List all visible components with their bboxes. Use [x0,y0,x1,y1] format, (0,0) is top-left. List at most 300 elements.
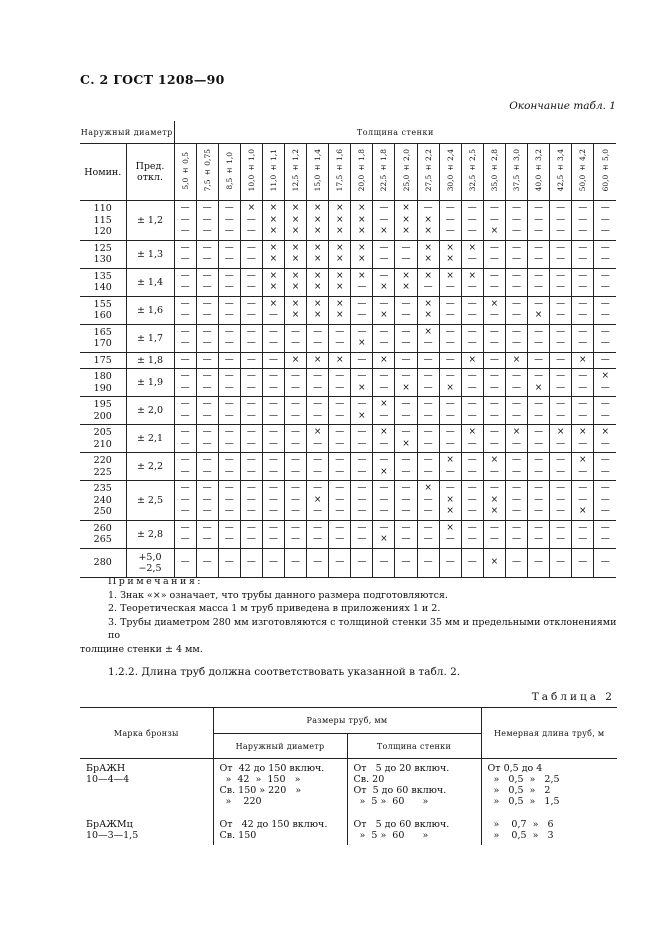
unavailable-dash: — [445,310,455,320]
unavailable-dash: — [379,298,389,309]
mark-cell [483,397,505,425]
available-mark: × [468,354,477,365]
mark-cell [439,453,461,481]
thickness-column-label: 22,5 ± 1,8 [379,149,389,192]
thickness-column-label: 50,0 ± 4,2 [578,149,588,192]
mark-cell [505,453,527,481]
unavailable-dash: — [180,522,190,533]
unavailable-dash: — [489,242,499,253]
available-mark: × [424,310,432,320]
mark-cell [174,201,196,241]
mark-cell [594,520,616,548]
available-mark: × [446,494,454,505]
mark-cell [284,296,306,324]
deviation-value: ± 1,4 [136,276,164,288]
unavailable-dash: — [313,506,323,516]
unavailable-dash: — [180,371,190,381]
unavailable-dash: — [511,270,521,281]
unavailable-dash: — [489,371,499,381]
available-mark: × [446,242,454,253]
unavailable-dash: — [423,371,433,381]
unavailable-dash: — [357,310,367,320]
mark-cell [417,425,439,453]
mark-cell [262,453,284,481]
mark-cell [307,548,329,577]
thickness-column-header [439,144,461,201]
available-mark: × [601,371,609,381]
unavailable-dash: — [379,382,389,393]
unavailable-dash: — [202,282,212,292]
available-mark: × [335,242,344,253]
unavailable-dash: — [489,382,499,393]
unavailable-dash: — [180,270,190,281]
mark-cell [550,352,572,369]
available-mark: × [313,203,322,213]
unavailable-dash: — [224,354,234,365]
unavailable-dash: — [489,483,499,493]
thickness-column-label: 17,5 ± 1,6 [335,149,345,192]
mark-cell [505,520,527,548]
mark-cell [284,397,306,425]
thickness-column-label: 25,0 ± 2,0 [401,149,411,192]
diameter-group-row [80,425,616,453]
nominal-value: 155 [93,298,112,310]
thickness-column-header [351,144,373,201]
unavailable-dash: — [534,354,544,365]
unavailable-dash: — [291,326,301,337]
unavailable-dash: — [467,214,477,225]
mark-cell [196,296,218,324]
unavailable-dash: — [357,326,367,337]
mark-cell [439,481,461,521]
unavailable-dash: — [313,455,323,465]
notes-title: Примечания: [108,576,204,587]
diameter-group-row [80,296,616,324]
mark-cell [594,369,616,397]
available-mark: × [269,242,278,253]
nominal-value: 190 [93,382,112,394]
mark-cell [594,397,616,425]
unavailable-dash: — [313,338,323,348]
available-mark: × [446,270,454,281]
mark-cell [373,268,395,296]
unavailable-dash: — [423,506,433,516]
unavailable-dash: — [489,466,499,477]
unavailable-dash: — [489,338,499,348]
unavailable-dash: — [578,203,588,213]
available-mark: × [358,254,366,264]
mark-cell [594,240,616,268]
unavailable-dash: — [534,371,544,381]
unavailable-dash: — [578,438,588,449]
mark-cell [351,201,373,241]
mark-cell [240,369,262,397]
mark-cell [483,201,505,241]
mark-cell [528,520,550,548]
unavailable-dash: — [202,310,212,320]
unavailable-dash: — [600,282,610,292]
mark-cell [572,201,594,241]
nominal-cell [80,520,126,548]
unavailable-dash: — [423,438,433,449]
available-mark: × [490,556,499,567]
available-mark: × [380,354,388,365]
unavailable-dash: — [600,556,610,567]
unavailable-dash: — [511,466,521,477]
diameter-group-row [80,240,616,268]
mark-cell [351,481,373,521]
mark-cell [550,369,572,397]
mark-cell [461,481,483,521]
unavailable-dash: — [379,214,389,225]
mark-cell [505,352,527,369]
mark-cell [196,397,218,425]
unavailable-dash: — [180,242,190,253]
mark-cell [329,425,351,453]
mark-cell [307,520,329,548]
mark-cell [550,453,572,481]
mark-cell [196,352,218,369]
thickness-column-header [550,144,572,201]
unavailable-dash: — [489,203,499,213]
deviation-value: ± 2,2 [136,461,164,472]
available-mark: × [490,455,499,465]
available-mark: × [380,399,388,409]
unavailable-dash: — [600,382,610,393]
unavailable-dash: — [578,522,588,533]
unavailable-dash: — [268,466,278,477]
thickness-column-header [174,144,196,201]
mark-cell [329,201,351,241]
available-mark: × [402,382,410,393]
unavailable-dash: — [511,310,521,320]
thickness-column-label: 42,5 ± 3,4 [556,149,566,192]
mark-cell [505,481,527,521]
unavailable-dash: — [578,399,588,409]
mark-cell [307,268,329,296]
unavailable-dash: — [246,338,256,348]
unavailable-dash: — [578,214,588,225]
available-mark: × [490,298,499,309]
available-mark: × [358,226,366,236]
mark-cell [351,548,373,577]
mark-cell [373,481,395,521]
unavailable-dash: — [224,427,234,437]
unavailable-dash: — [423,203,433,213]
unavailable-dash: — [467,282,477,292]
mark-cell [262,201,284,241]
thickness-column-label: 35,0 ± 2,8 [489,149,499,192]
available-mark: × [269,254,278,264]
mark-cell [439,369,461,397]
unavailable-dash: — [578,310,588,320]
available-mark: × [578,455,587,465]
unavailable-dash: — [467,534,477,544]
unavailable-dash: — [600,494,610,505]
unavailable-dash: — [534,410,544,421]
mark-cell [329,520,351,548]
unavailable-dash: — [600,506,610,516]
note-3: 3. Трубы диаметром 280 мм изготовляются с толщиной стенки 35 мм и предельными отклонениями по [108,616,617,641]
unavailable-dash: — [467,338,477,348]
unavailable-dash: — [357,427,367,437]
deviation-cell [126,352,174,369]
unavailable-dash: — [556,494,566,505]
unavailable-dash: — [224,310,234,320]
unavailable-dash: — [489,310,499,320]
deviation-value: ± 1,9 [136,377,164,388]
unavailable-dash: — [224,483,234,493]
mark-cell [594,296,616,324]
unavailable-dash: — [401,242,411,253]
available-mark: × [291,282,300,292]
unavailable-dash: — [511,214,521,225]
unavailable-dash: — [511,282,521,292]
deviation-cell [126,201,174,241]
mark-cell [218,453,240,481]
mark-cell [395,453,417,481]
available-mark: × [291,203,300,213]
thickness-column-header [483,144,505,201]
available-mark: × [578,506,587,516]
mark-cell [284,520,306,548]
unavailable-dash: — [246,494,256,505]
unavailable-dash: — [202,455,212,465]
unavailable-dash: — [357,455,367,465]
mark-cell [307,481,329,521]
thickness-column-label: 20,0 ± 1,8 [357,149,367,192]
mark-cell [196,240,218,268]
available-mark: × [424,214,432,225]
mark-cell [528,369,550,397]
mark-cell [550,201,572,241]
mark-cell [284,240,306,268]
available-mark: × [446,455,454,465]
unavailable-dash: — [401,522,411,533]
mark-cell [572,520,594,548]
mark-cell [417,201,439,241]
unavailable-dash: — [246,506,256,516]
available-mark: × [424,270,432,281]
unavailable-dash: — [467,466,477,477]
unavailable-dash: — [246,270,256,281]
unavailable-dash: — [445,371,455,381]
mark-cell [572,268,594,296]
mark-cell [262,481,284,521]
thickness-column-label: 60,0 ± 5,0 [600,149,610,192]
unavailable-dash: — [401,371,411,381]
unavailable-dash: — [556,326,566,337]
mark-cell [461,352,483,369]
mark-cell [417,352,439,369]
available-mark: × [424,226,432,236]
available-mark: × [534,382,543,393]
unavailable-dash: — [401,254,411,264]
nominal-value: 195 [93,399,112,410]
unavailable-dash: — [379,483,389,493]
thickness-column-label: 30,0 ± 2,4 [445,149,455,192]
mark-cell [461,268,483,296]
unavailable-dash: — [313,522,323,533]
mark-cell [572,369,594,397]
mark-cell [240,481,262,521]
unavailable-dash: — [445,203,455,213]
mark-cell [373,520,395,548]
unavailable-dash: — [534,427,544,437]
unavailable-dash: — [445,410,455,421]
page-header: С. 2 ГОСТ 1208—90 [80,72,225,87]
unavailable-dash: — [357,399,367,409]
unavailable-dash: — [180,310,190,320]
mark-cell [196,268,218,296]
mark-cell [218,352,240,369]
mark-cell [307,453,329,481]
mark-cell [572,548,594,577]
unavailable-dash: — [534,282,544,292]
mark-cell [307,324,329,352]
unavailable-dash: — [445,226,455,236]
mark-cell [240,352,262,369]
unavailable-dash: — [224,522,234,533]
mark-cell [505,369,527,397]
available-mark: × [402,203,410,213]
thickness-column-header [505,144,527,201]
nominal-cell [80,296,126,324]
unavailable-dash: — [246,326,256,337]
mark-cell [240,201,262,241]
unavailable-dash: — [578,338,588,348]
mark-cell [483,520,505,548]
unavailable-dash: — [423,410,433,421]
mark-cell [262,397,284,425]
unavailable-dash: — [401,506,411,516]
mark-cell [262,520,284,548]
deviation-value: ± 2,8 [136,528,164,540]
unavailable-dash: — [180,326,190,337]
unavailable-dash: — [335,556,345,567]
unavailable-dash: — [379,338,389,348]
unavailable-dash: — [489,214,499,225]
unavailable-dash: — [600,354,610,365]
unavailable-dash: — [268,326,278,337]
available-mark: × [313,214,322,225]
outer-cell: От 42 до 150 включ. Св. 150 [219,819,328,841]
unavailable-dash: — [511,371,521,381]
diameter-group-row [80,352,616,369]
unavailable-dash: — [268,556,278,567]
mark-cell [240,520,262,548]
mark-cell [594,201,616,241]
mark-cell [461,453,483,481]
deviation-cell [126,268,174,296]
unavailable-dash: — [224,410,234,421]
unavailable-dash: — [335,399,345,409]
unavailable-dash: — [379,203,389,213]
deviation-header-text: Пред. откл. [135,161,165,183]
unavailable-dash: — [246,298,256,309]
deviation-value: ± 2,5 [136,494,164,506]
nominal-value: 235 [93,483,112,494]
deviation-value: ± 1,6 [136,304,164,316]
available-mark: × [468,270,477,281]
available-mark: × [446,254,454,264]
unavailable-dash: — [578,371,588,381]
unavailable-dash: — [467,410,477,421]
unavailable-dash: — [600,399,610,409]
mark-cell [218,201,240,241]
unavailable-dash: — [357,534,367,544]
deviation-cell [126,548,174,577]
unavailable-dash: — [180,427,190,437]
unavailable-dash: — [268,494,278,505]
mark-cell [262,324,284,352]
unavailable-dash: — [224,399,234,409]
unavailable-dash: — [224,455,234,465]
available-mark: × [380,427,388,437]
available-mark: × [291,242,300,253]
unavailable-dash: — [291,399,301,409]
unavailable-dash: — [511,506,521,516]
mark-cell [329,481,351,521]
available-mark: × [446,506,454,516]
unavailable-dash: — [534,534,544,544]
notes-block [80,575,618,656]
mark-cell [284,425,306,453]
unavailable-dash: — [534,455,544,465]
unavailable-dash: — [534,522,544,533]
unavailable-dash: — [600,410,610,421]
mark-cell [395,397,417,425]
unavailable-dash: — [379,506,389,516]
unavailable-dash: — [224,254,234,264]
available-mark: × [269,203,278,213]
unavailable-dash: — [268,427,278,437]
deviation-cell [126,425,174,453]
unavailable-dash: — [313,371,323,381]
mark-cell [240,324,262,352]
nominal-cell [80,352,126,369]
mark-cell [528,296,550,324]
nominal-cell [80,425,126,453]
unavailable-dash: — [600,310,610,320]
unavailable-dash: — [313,534,323,544]
unavailable-dash: — [180,203,190,213]
unavailable-dash: — [423,338,433,348]
unavailable-dash: — [202,556,212,567]
deviation-cell [126,520,174,548]
mark-cell [461,201,483,241]
unavailable-dash: — [224,270,234,281]
mark-cell [505,240,527,268]
mark-cell [483,296,505,324]
available-mark: × [313,427,322,437]
mark-cell [505,296,527,324]
unavailable-dash: — [246,371,256,381]
deviation-value: ± 2,1 [136,433,164,444]
length-cell: От 0,5 до 4 » 0,5 » 2,5 » 0,5 » 2 » 0,5 » 1,5 [487,763,560,807]
unavailable-dash: — [445,326,455,337]
unavailable-dash: — [180,410,190,421]
grade-cell: БрАЖН 10—4—4 [86,763,130,785]
unavailable-dash: — [423,427,433,437]
unavailable-dash: — [534,556,544,567]
unavailable-dash: — [335,506,345,516]
mark-cell [417,453,439,481]
mark-cell [528,548,550,577]
unavailable-dash: — [335,427,345,437]
mark-cell [329,324,351,352]
unavailable-dash: — [180,282,190,292]
